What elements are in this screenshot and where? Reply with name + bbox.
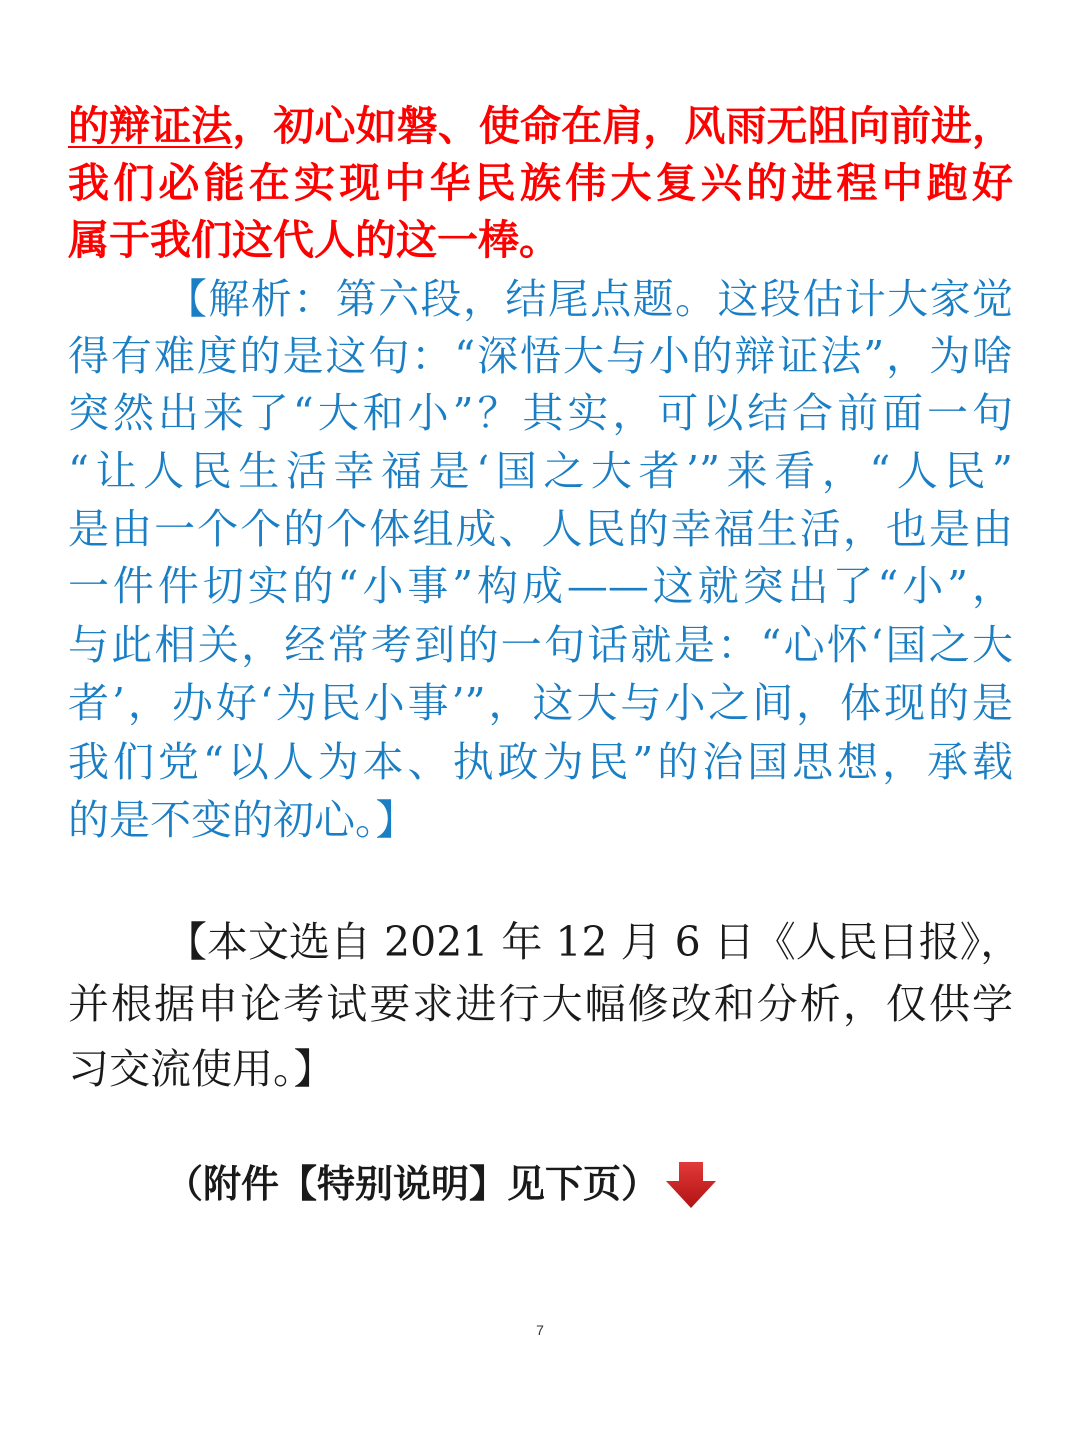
source-line-3: 习交流使用。】 bbox=[68, 1045, 335, 1093]
source-line-2: 并根据申论考试要求进行大幅修改和分析，仅供学 bbox=[68, 980, 1013, 1028]
analysis-line-7: 与此相关，经常考到的一句话就是：“心怀‘国之大 bbox=[68, 621, 1013, 669]
analysis-line-1: 【解析：第六段，结尾点题。这段估计大家觉 bbox=[166, 275, 1013, 323]
analysis-line-3: 突然出来了“大和小”？其实，可以结合前面一句 bbox=[68, 389, 1013, 437]
analysis-line-2: 得有难度的是这句：“深悟大与小的辩证法”，为啥 bbox=[68, 332, 1013, 380]
analysis-line-10: 的是不变的初心。】 bbox=[68, 796, 417, 844]
down-arrow-icon bbox=[664, 1160, 718, 1210]
page-number: 7 bbox=[536, 1322, 544, 1338]
analysis-line-5: 是由一个个的个体组成、人民的幸福生活，也是由 bbox=[68, 505, 1013, 553]
conclusion-line-1-rest: ，初心如磐、使命在肩，风雨无阻向前进， bbox=[232, 102, 1014, 150]
conclusion-line-1 bbox=[68, 97, 1013, 155]
source-line-1: 【本文选自 2021 年 12 月 6 日《人民日报》， bbox=[166, 918, 1022, 966]
analysis-line-4: “让人民生活幸福是‘国之大者’”来看，“人民” bbox=[68, 447, 1013, 495]
attachment-note: （附件【特别说明】见下页） bbox=[165, 1162, 660, 1206]
analysis-line-9: 我们党“以人为本、执政为民”的治国思想，承载 bbox=[68, 738, 1013, 786]
conclusion-line-2: 我们必能在实现中华民族伟大复兴的进程中跑好 bbox=[68, 159, 1013, 207]
conclusion-line-3: 属于我们这代人的这一棒。 bbox=[68, 216, 560, 264]
analysis-line-8: 者’，办好‘为民小事’”，这大与小之间，体现的是 bbox=[68, 679, 1013, 727]
underlined-phrase: 的辩证法 bbox=[68, 102, 233, 150]
analysis-line-6: 一件件切实的“小事”构成——这就突出了“小”， bbox=[68, 562, 1013, 610]
